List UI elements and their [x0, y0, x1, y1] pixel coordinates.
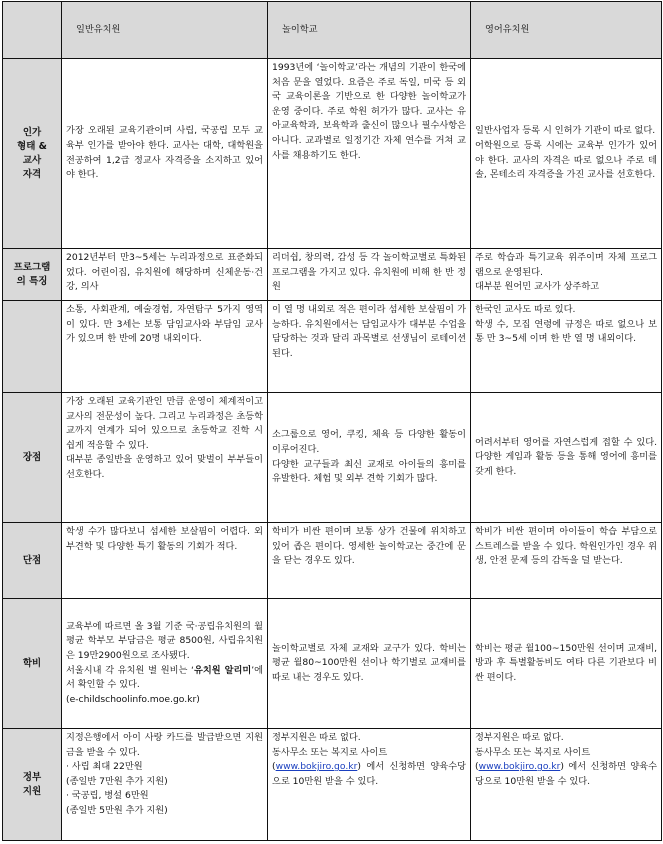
- cell-play-license: 1993년에 ‘놀이학교’라는 개념의 기관이 한국에 처음 문을 열었다. 요즘은 주로 독일, 미국 등 외국 교육이론을 기반으로 한 다양한 놀이학교가 운영 중이다. 주로 학원 허가가 많다. 교사는 유아교육학과, 보육학과 출신이 많으나 필수사항은 아니다. 교과별로 일정기간 자체 연수를 거쳐 교사를 채용하기도 한다.: [268, 59, 471, 249]
- row-label-gov-support: 정부 지원: [3, 729, 62, 841]
- cell-play-strengths: 소그룹으로 영어, 쿠킹, 체육 등 다양한 활동이 이루어진다. 다양한 교구들과 최신 교재로 아이들의 흥미를 유발한다. 체험 및 외부 견학 기회가 많다.: [268, 393, 471, 523]
- cell-play-program: 리더쉽, 창의력, 감성 등 각 놀이학교별로 특화된 프로그램을 가지고 있다. 유치원에 비해 한 반 정원: [268, 249, 471, 301]
- table-row: [3, 59, 662, 249]
- cell-english-weaknesses: 학비가 비싼 편이며 아이들이 학습 부담으로 스트레스를 받을 수 있다. 학원인가인 경우 위생, 안전 문제 등의 감독을 덜 받는다.: [471, 523, 662, 599]
- row-label-tuition: 학비: [3, 599, 62, 729]
- header-corner: [3, 2, 62, 59]
- cell-english-strengths: 어려서부터 영어를 자연스럽게 접할 수 있다. 다양한 게임과 활동 등을 통해 영어에 흥미를 갖게 한다.: [471, 393, 662, 523]
- cell-english-tuition: 학비는 평균 월100~150만원 선이며 교재비, 방과 후 특별활동비도 여타 다른 기관보다 비싼 편이다.: [471, 599, 662, 729]
- cell-english-program-cont: 한국인 교사도 따로 있다. 학생 수, 모집 연령에 규정은 따로 없으나 보통 만 3~5세 이며 한 반 열 명 내외이다.: [471, 301, 662, 393]
- cell-english-gov-support: [471, 729, 662, 841]
- english-support-text-a: 정부지원은 따로 없다. 동사무소 또는 복지로 사이트 (: [475, 732, 591, 773]
- header-english-kindergarten: 영어유치원: [471, 2, 662, 59]
- row-label-strengths: 장점: [3, 393, 62, 523]
- bokjiro-link[interactable]: www.bokjiro.go.kr: [478, 761, 561, 773]
- header-row: [3, 2, 662, 59]
- cell-english-license: 일반사업자 등록 시 인허가 기관이 따로 없다. 어학원으로 등록 시에는 교육부 인가가 있어야 한다. 교사의 자격은 따로 없으나 주로 테솔, 몬테소리 자격증을 가진 교사를 선호한다.: [471, 59, 662, 249]
- row-label-program-cont: [3, 301, 62, 393]
- cell-play-tuition: 놀이학교별로 자체 교재와 교구가 있다. 학비는 평균 월80~100만원 선이나 학기별로 교재비를 따로 내는 경우도 있다.: [268, 599, 471, 729]
- tuition-text-a: 교육부에 따르면 올 3월 기준 국·공립유치원의 월평균 학부모 부담금은 평균 8500원, 사립유치원은 19만2900원으로 조사됐다. 서울시내 각 유치원 별 원비는 ‘: [66, 620, 263, 676]
- school-alimi-name: 유치원 알리미: [193, 664, 252, 676]
- row-label-program: 프로그램 의 특징: [3, 249, 62, 301]
- cell-general-weaknesses: 학생 수가 많다보니 섬세한 보살핌이 어렵다. 외부견학 및 다양한 특기 활동의 기회가 적다.: [62, 523, 268, 599]
- play-support-text-a: 정부지원은 따로 없다. 동사무소 또는 복지로 사이트 (: [272, 732, 388, 773]
- table-row: [3, 301, 662, 393]
- header-play-school: 놀이학교: [268, 2, 471, 59]
- table-row: [3, 249, 662, 301]
- row-label-weaknesses: 단점: [3, 523, 62, 599]
- table-row: [3, 393, 662, 523]
- cell-english-program: 주로 학습과 특기교육 위주이며 자체 프로그램으로 운영된다. 대부분 원어민 교사가 상주하고: [471, 249, 662, 301]
- header-general-kindergarten: 일반유치원: [62, 2, 268, 59]
- bokjiro-link[interactable]: www.bokjiro.go.kr: [275, 761, 358, 773]
- table-row: [3, 599, 662, 729]
- comparison-table: [2, 1, 662, 841]
- tuition-text-c: ’에서 확인할 수 있다. (e-childschoolinfo.moe.go.kr): [66, 664, 264, 705]
- cell-general-tuition: [62, 599, 268, 729]
- play-support-text-b: ) 에서 신청하면 양육수당으로 10만원 받을 수 있다.: [272, 761, 466, 787]
- cell-general-gov-support: 지정은행에서 아이 사랑 카드를 발급받으면 지원금을 받을 수 있다. · 사립 최대 22만원 (종일반 7만원 추가 지원) · 국공립, 병설 6만원 (종일반 5만원 추가 지원): [62, 729, 268, 841]
- english-support-text-b: ) 에서 신청하면 양육수당으로 10만원 받을 수 있다.: [475, 761, 657, 787]
- cell-play-program-cont: 이 열 명 내외로 적은 편이라 섬세한 보살핌이 가능하다. 유치원에서는 담임교사가 대부분 수업을 담당하는 것과 달리 과목별로 선생님이 로테이션된다.: [268, 301, 471, 393]
- table-row: [3, 729, 662, 841]
- cell-general-strengths: 가장 오래된 교육기관인 만큼 운영이 체계적이고 교사의 전문성이 높다. 그리고 누리과정은 초등학교까지 연계가 되어 있으므로 초등학교 진학 시 쉽게 적응할 수 있다. 대부분 종일반을 운영하고 있어 맞벌이 부부들이 선호한다.: [62, 393, 268, 523]
- cell-general-program-cont: 소통, 사회관계, 예술경험, 자연탐구 5가지 영역이 있다. 만 3세는 보통 담임교사와 부담임 교사가 있으며 한 반에 20명 내외이다.: [62, 301, 268, 393]
- cell-general-license: 가장 오래된 교육기관이며 사립, 국공립 모두 교육부 인가를 받아야 한다. 교사는 대학, 대학원을 전공하여 1,2급 정교사 자격증을 소지하고 있어야 한다.: [62, 59, 268, 249]
- cell-play-weaknesses: 학비가 비싼 편이며 보통 상가 건물에 위치하고 있어 좁은 편이다. 영세한 놀이학교는 중간에 문을 닫는 경우도 있다.: [268, 523, 471, 599]
- cell-play-gov-support: [268, 729, 471, 841]
- cell-general-program: 2012년부터 만3~5세는 누리과정으로 표준화되었다. 어린이집, 유치원에 해당하며 신체운동·건강, 의사: [62, 249, 268, 301]
- table-row: [3, 523, 662, 599]
- row-label-license: 인가 형태 & 교사 자격: [3, 59, 62, 249]
